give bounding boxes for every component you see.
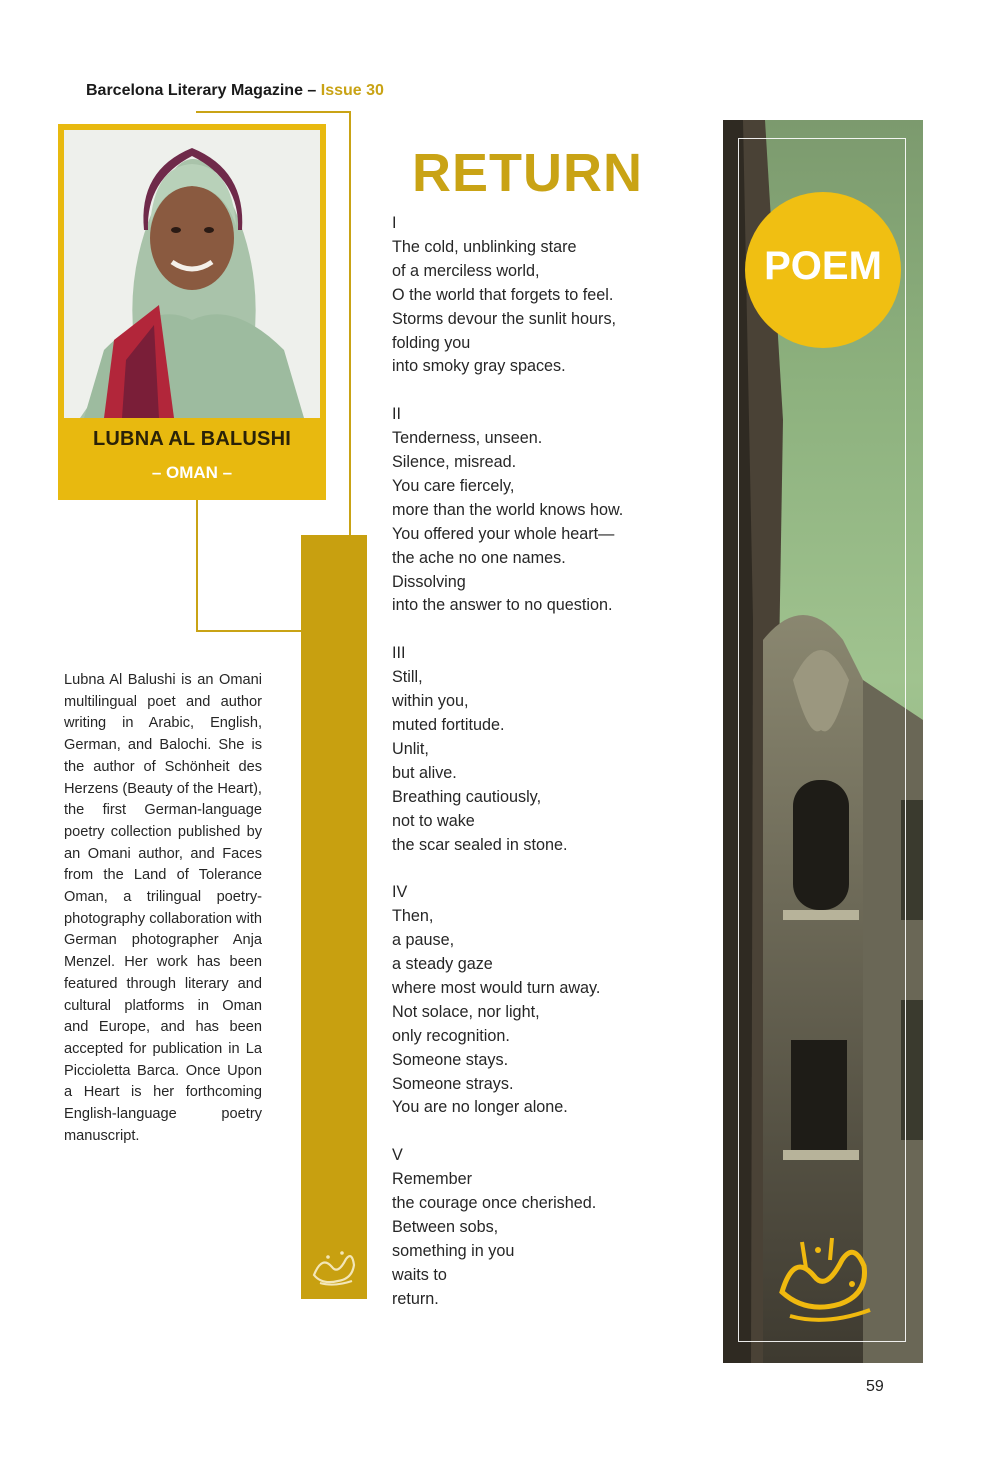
poem-line: the scar sealed in stone.	[392, 835, 568, 854]
poem-line: Not solace, nor light,	[392, 1002, 540, 1021]
poem-line: but alive.	[392, 763, 457, 782]
magazine-name: Barcelona Literary Magazine –	[86, 82, 321, 99]
poem-title: RETURN	[412, 143, 643, 203]
stanza-numeral: I	[392, 214, 397, 232]
author-country: – OMAN –	[151, 463, 233, 482]
frame-line	[196, 630, 302, 632]
poem-line: Still,	[392, 668, 423, 687]
author-portrait	[64, 130, 320, 418]
poem-stanza	[392, 403, 692, 618]
poem-line: only recognition.	[392, 1026, 510, 1045]
poem-line: return.	[392, 1289, 439, 1308]
stanza-numeral: III	[392, 644, 406, 663]
stanza-numeral: IV	[392, 883, 408, 902]
poem-line: You offered your whole heart—	[392, 524, 615, 543]
poem-line: Then,	[392, 907, 434, 926]
poem-line: into the answer to no question.	[392, 596, 613, 615]
poem-stanza	[392, 881, 692, 1120]
gold-accent-bar	[301, 535, 367, 1299]
author-bio: Lubna Al Balushi is an Omani multilingual poet and author writing in Arabic, English, German, and Balochi. She is the author of Schönheit des Herzens (Beauty of the Heart), the first German-language poetry collection published by an Omani author, and Faces from the Land of Tolerance Oman, a trilingual poetry-photography collaboration with German photographer Anja Menzel. Her work has been featured through literary and cultural platforms in Oman and Europe, and has been accepted for publication in La Piccioletta Barca. Once Upon a Heart is her forthcoming English-language poetry manuscript.	[64, 672, 262, 1144]
poem-line: of a merciless world,	[392, 261, 540, 280]
poem-line: a steady gaze	[392, 955, 493, 974]
poem-line: Someone stays.	[392, 1050, 509, 1069]
page-number: 59	[866, 1378, 884, 1395]
poem-line: folding you	[392, 333, 471, 352]
poem-line: Breathing cautiously,	[392, 787, 542, 806]
poem-line: waits to	[392, 1265, 447, 1284]
frame-line	[196, 500, 198, 632]
poem-line: within you,	[392, 692, 469, 711]
poem-line: more than the world knows how.	[392, 500, 624, 519]
poem-line: the courage once cherished.	[392, 1194, 597, 1213]
author-name: LUBNA AL BALUSHI	[92, 428, 291, 450]
poem-stanza	[392, 1144, 692, 1311]
calligraphy-logo-icon	[772, 1232, 882, 1327]
poem-line: a pause,	[392, 931, 455, 950]
poem-line: Between sobs,	[392, 1218, 499, 1236]
stanza-numeral: V	[392, 1146, 403, 1165]
poem-body	[392, 212, 692, 1336]
poem-line: Remember	[392, 1170, 473, 1189]
poem-line: O the world that forgets to feel.	[392, 285, 614, 304]
poem-line: You care fiercely,	[392, 476, 515, 495]
poem-line: something in you	[392, 1241, 515, 1260]
poem-line: The cold, unblinking stare	[392, 237, 577, 256]
frame-line	[196, 111, 350, 113]
poem-line: where most would turn away.	[392, 978, 601, 997]
poem-stanza	[392, 642, 692, 857]
portrait-illustration	[64, 130, 320, 418]
poem-line: Silence, misread.	[392, 453, 517, 472]
poem-line: into smoky gray spaces.	[392, 357, 566, 376]
poem-line: not to wake	[392, 811, 475, 830]
magazine-header	[86, 82, 384, 100]
poem-line: Unlit,	[392, 739, 429, 758]
poem-stanza	[392, 212, 692, 379]
poem-badge-label: POEM	[764, 244, 882, 288]
poem-line: the ache no one names.	[392, 548, 566, 567]
poem-line: Storms devour the sunlit hours,	[392, 309, 617, 328]
frame-line	[349, 111, 351, 535]
calligraphy-logo-small-icon	[308, 1245, 360, 1289]
stanza-numeral: II	[392, 405, 401, 424]
poem-line: Dissolving	[392, 572, 466, 591]
poem-line: Tenderness, unseen.	[392, 429, 543, 448]
poem-line: Someone strays.	[392, 1074, 514, 1093]
poem-line: You are no longer alone.	[392, 1098, 568, 1117]
issue-number: Issue 30	[320, 82, 384, 99]
poem-line: muted fortitude.	[392, 716, 505, 734]
